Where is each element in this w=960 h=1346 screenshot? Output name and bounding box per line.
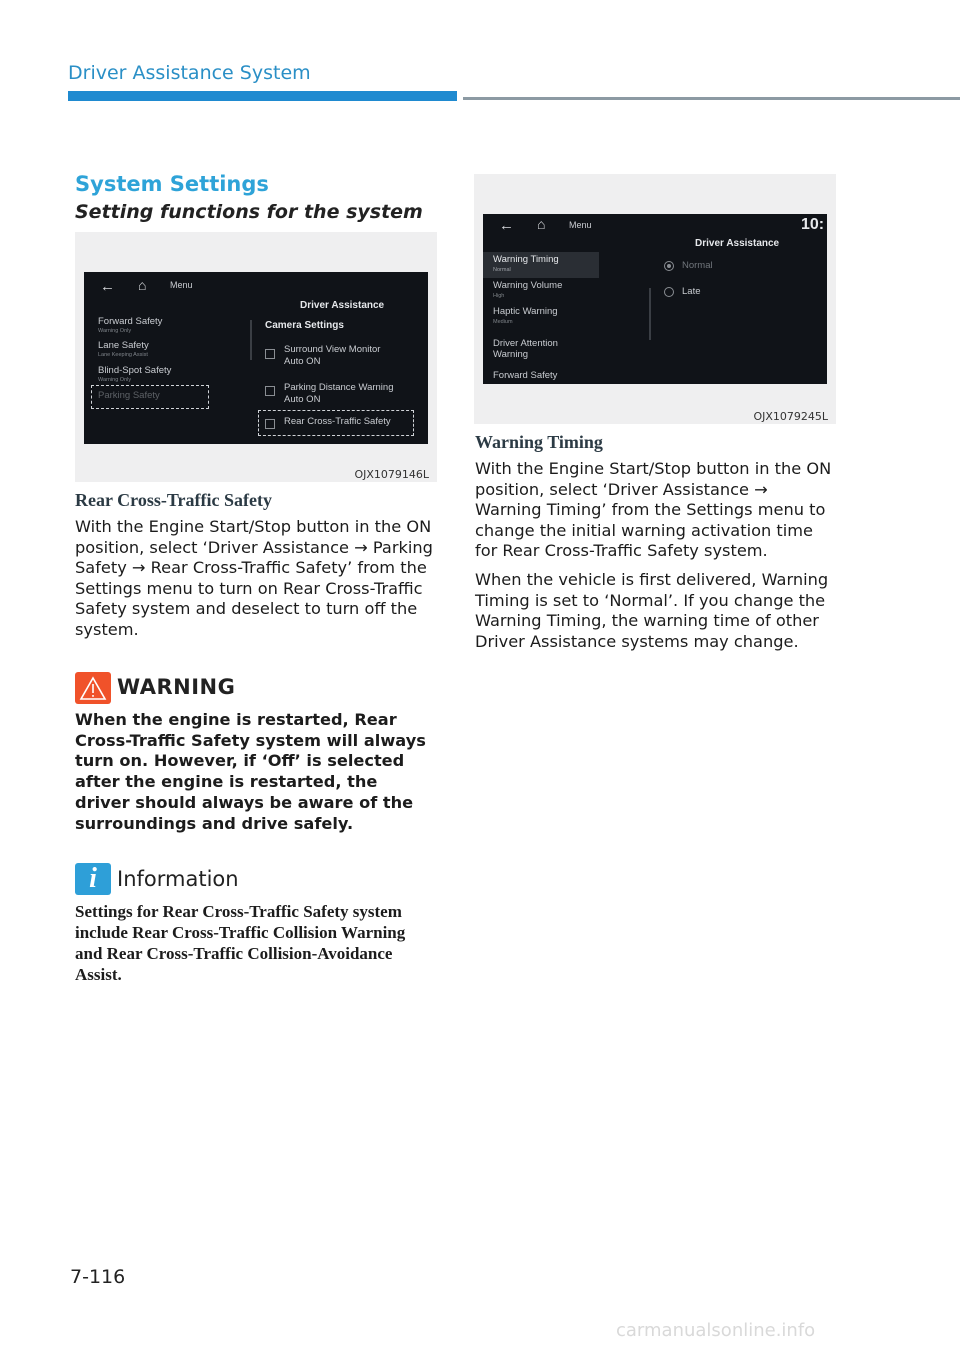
- screen-heading: Driver Assistance: [695, 238, 780, 249]
- checkbox-icon: [265, 386, 275, 396]
- menu-item-label: Warning Volume: [493, 280, 563, 291]
- watermark: carmanualsonline.info: [616, 1320, 816, 1341]
- column-divider: [649, 288, 651, 340]
- menu-item-sub: Warning Only: [98, 377, 132, 383]
- menu-item-label: Driver Attention: [493, 338, 558, 349]
- header-title: Driver Assistance System: [68, 62, 311, 84]
- menu-item-label: Blind-Spot Safety: [98, 365, 172, 376]
- menu-label: Menu: [170, 280, 193, 290]
- menu-item-label: Warning Timing: [493, 254, 559, 265]
- section-title: System Settings: [75, 172, 269, 196]
- figure-code: OJX1079146L: [354, 468, 429, 481]
- menu-label: Menu: [569, 220, 592, 230]
- checkbox-icon: [265, 419, 275, 429]
- column-divider: [250, 320, 252, 360]
- information-body: Settings for Rear Cross-Traffic Safety system include Rear Cross-Traffic Collision Warning and Rear Cross-Traffic Collision-Avoidance Assist.: [75, 902, 406, 984]
- information-icon: i: [75, 863, 111, 895]
- home-icon: ⌂: [537, 216, 546, 232]
- warning-timing-paragraph-1: With the Engine Start/Stop button in the ON position, select ‘Driver Assistance → Warning Timing’ from the Settings menu to change the initial warning activation time for Rear Cross-Traffic Safety system.: [475, 459, 832, 561]
- information-title: Information: [117, 867, 239, 891]
- menu-item-label: Forward Safety: [493, 370, 558, 381]
- menu-item-label: Forward Safety: [98, 316, 163, 327]
- rcts-heading: Rear Cross-Traffic Safety: [75, 490, 272, 510]
- option-label: Normal: [682, 260, 713, 271]
- setting-sub: Auto ON: [284, 356, 321, 367]
- screen-display: [483, 214, 827, 384]
- setting-label: Rear Cross-Traffic Safety: [284, 416, 391, 427]
- screen-heading: Driver Assistance: [300, 300, 385, 311]
- page-number: 7-116: [70, 1266, 126, 1288]
- setting-label: Surround View Monitor: [284, 344, 381, 355]
- menu-item-label: Warning: [493, 349, 529, 360]
- back-icon: ←: [100, 278, 115, 295]
- clock: 10:: [801, 216, 825, 233]
- setting-sub: Auto ON: [284, 394, 321, 405]
- section-subtitle: Setting functions for the system: [75, 201, 423, 223]
- menu-item-sub: Warning Only: [98, 328, 132, 334]
- figure-warning-timing: [474, 174, 836, 424]
- radio-icon: [664, 287, 674, 297]
- menu-item-sub: High: [493, 293, 505, 299]
- header-bar-accent: [68, 91, 457, 101]
- warning-icon: [75, 672, 111, 704]
- menu-item-sub: Lane Keeping Assist: [98, 352, 148, 358]
- header-bar-rule: [463, 97, 960, 100]
- warning-body: When the engine is restarted, Rear Cross-Traffic Safety system will always turn on. However, if ‘Off’ is selected after the engine is restarted, the driver should always be aware of the surroundings and drive safely.: [75, 710, 426, 833]
- menu-item-sub: Medium: [493, 319, 513, 325]
- screen-display: [84, 272, 428, 444]
- camera-settings-heading: Camera Settings: [265, 320, 344, 331]
- warning-timing-paragraph-2: When the vehicle is first delivered, Warning Timing is set to ‘Normal’. If you change the Warning Timing, the warning time of other Driver Assistance systems may change.: [475, 570, 829, 651]
- setting-label: Parking Distance Warning: [284, 382, 394, 393]
- checkbox-icon: [265, 349, 275, 359]
- menu-item-label: Haptic Warning: [493, 306, 558, 317]
- figure-code: OJX1079245L: [753, 410, 828, 423]
- warning-timing-heading: Warning Timing: [475, 432, 603, 452]
- home-icon: ⌂: [138, 277, 147, 293]
- menu-item-label: Lane Safety: [98, 340, 149, 351]
- figure-parking-settings: [75, 232, 437, 482]
- back-icon: ←: [499, 217, 514, 234]
- menu-item-label: Parking Safety: [98, 390, 160, 401]
- warning-title: WARNING: [117, 675, 236, 699]
- rcts-paragraph: With the Engine Start/Stop button in the ON position, select ‘Driver Assistance → Parking Safety → Rear Cross-Traffic Safety’ from the Settings menu to turn on Rear Cross-Traffic Safety system and deselect to turn off the system.: [75, 517, 433, 639]
- radio-dot: [667, 264, 671, 268]
- option-label: Late: [682, 286, 701, 297]
- menu-item-sub: Normal: [493, 267, 511, 273]
